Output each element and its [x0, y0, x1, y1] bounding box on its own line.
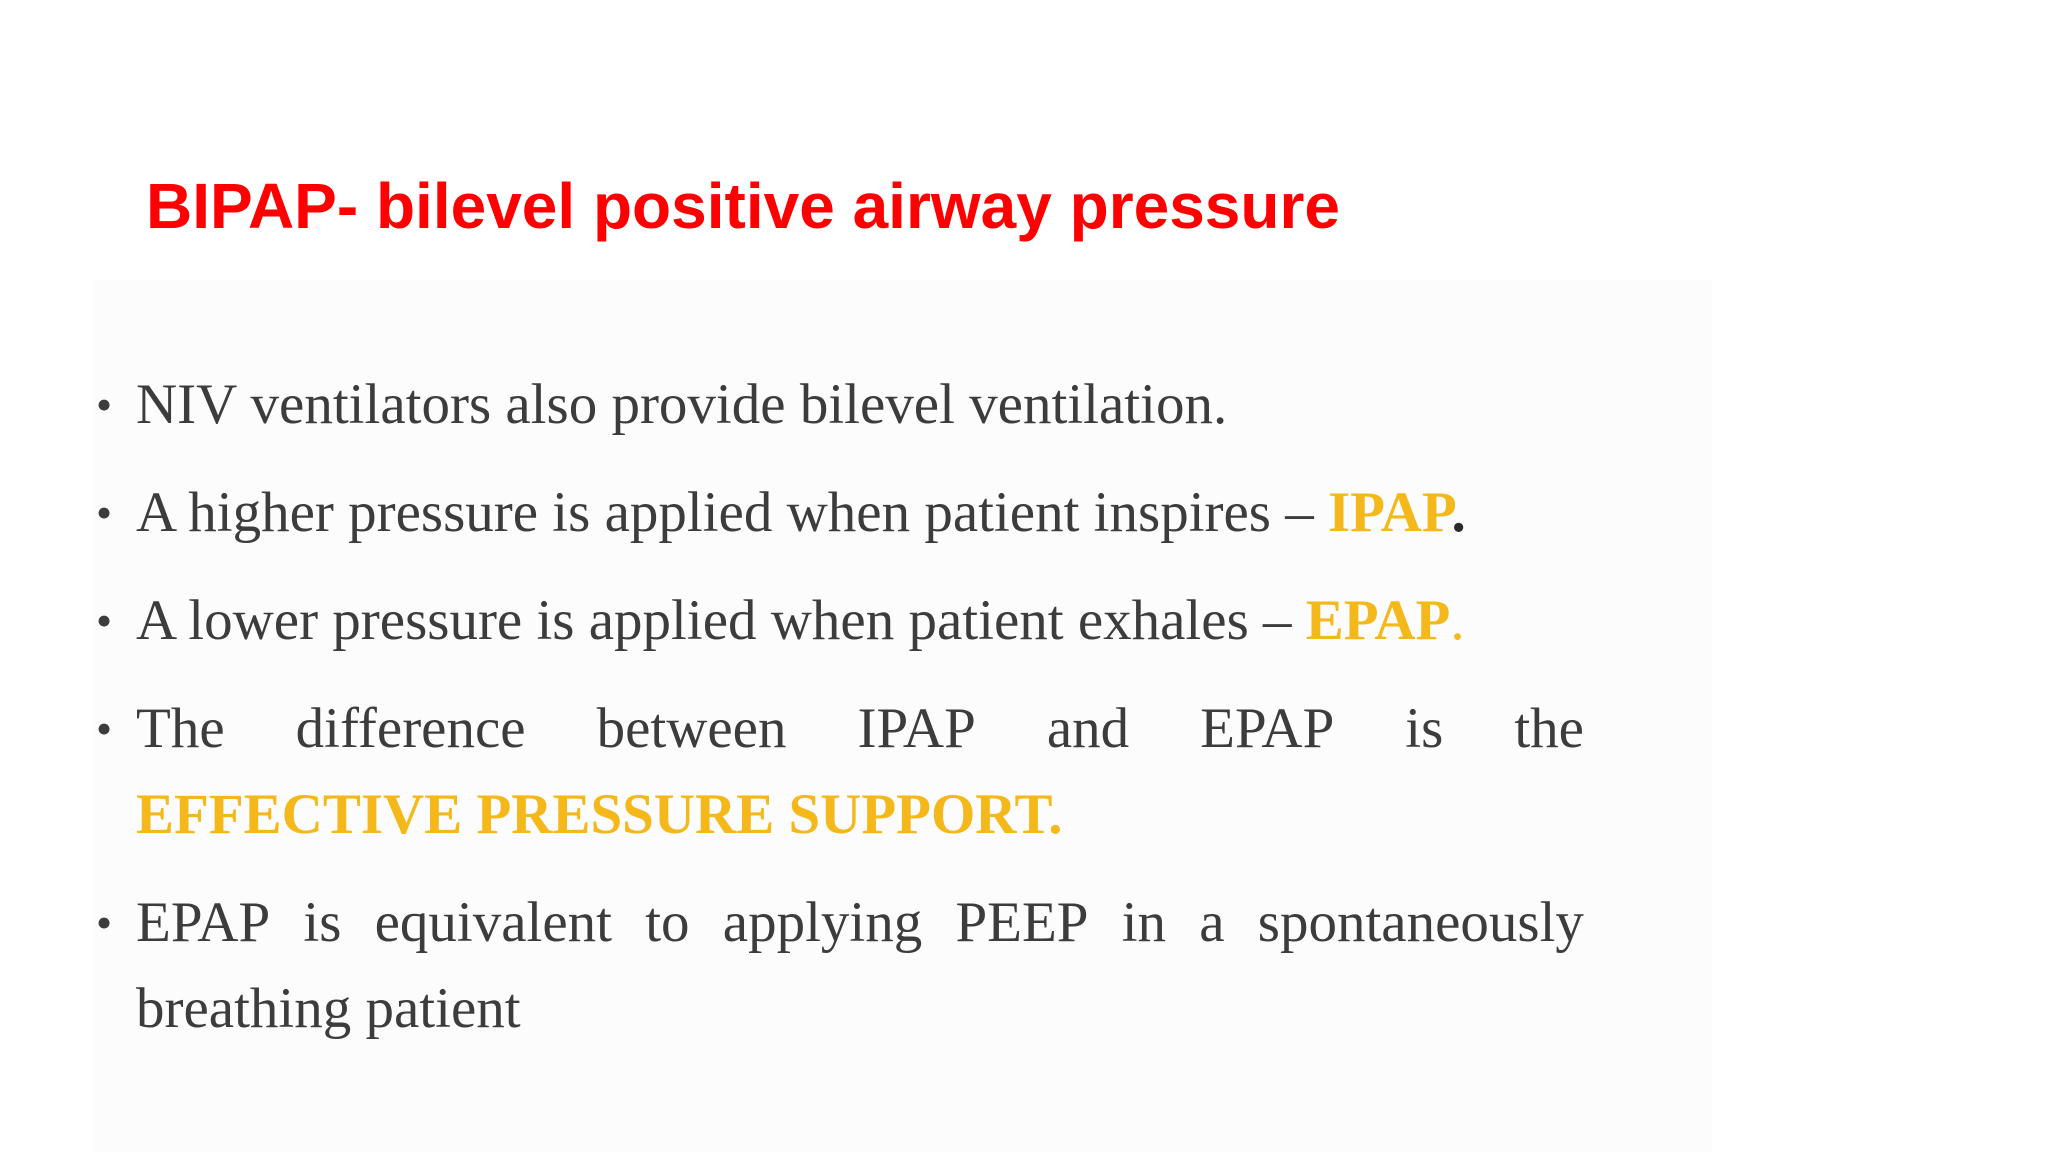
- bullet-marker: •: [96, 595, 113, 646]
- epap-highlight: EPAP: [1305, 589, 1451, 652]
- bullet-suffix: .: [1451, 481, 1466, 544]
- word: IPAP: [857, 697, 976, 760]
- word: is: [1405, 697, 1444, 760]
- word: in: [1121, 891, 1167, 954]
- word: EPAP: [1200, 697, 1335, 760]
- effective-pressure-support-highlight: EFFECTIVE PRESSURE SUPPORT.: [136, 783, 1063, 846]
- bullet-item: [96, 362, 1584, 448]
- word: PEEP: [955, 891, 1089, 954]
- bullet-text: NIV ventilators also provide bilevel ventilation.: [136, 373, 1228, 436]
- bullet-text-continuation: breathing patient: [136, 977, 521, 1040]
- bullet-line: [136, 470, 1584, 556]
- slide-title: BIPAP- bilevel positive airway pressure: [146, 170, 1340, 242]
- word: applying: [722, 891, 923, 954]
- bullet-item: [96, 470, 1584, 556]
- bullet-suffix: .: [1450, 589, 1465, 652]
- justified-line: [136, 880, 1584, 966]
- word: between: [596, 697, 787, 760]
- word: the: [1514, 697, 1584, 760]
- bullet-marker: •: [96, 703, 113, 754]
- bullet-marker: •: [96, 897, 113, 948]
- bullet-item: [96, 880, 1584, 1052]
- bullet-line: [136, 578, 1584, 664]
- ipap-highlight: IPAP: [1328, 481, 1452, 544]
- word: a: [1199, 891, 1225, 954]
- word: EPAP: [136, 891, 271, 954]
- word: spontaneously: [1257, 891, 1584, 954]
- word: and: [1046, 697, 1130, 760]
- bullet-marker: •: [96, 487, 113, 538]
- bullet-marker: •: [96, 379, 113, 430]
- word: to: [645, 891, 690, 954]
- bullet-text: A higher pressure is applied when patient inspires –: [136, 481, 1328, 544]
- word: The: [136, 697, 225, 760]
- word: is: [303, 891, 342, 954]
- bullet-list: [96, 362, 1584, 1074]
- word: equivalent: [374, 891, 613, 954]
- justified-line: [136, 686, 1584, 772]
- bullet-text: A lower pressure is applied when patient exhales –: [136, 589, 1306, 652]
- bullet-item: [96, 686, 1584, 858]
- bullet-item: [96, 578, 1584, 664]
- word: difference: [295, 697, 526, 760]
